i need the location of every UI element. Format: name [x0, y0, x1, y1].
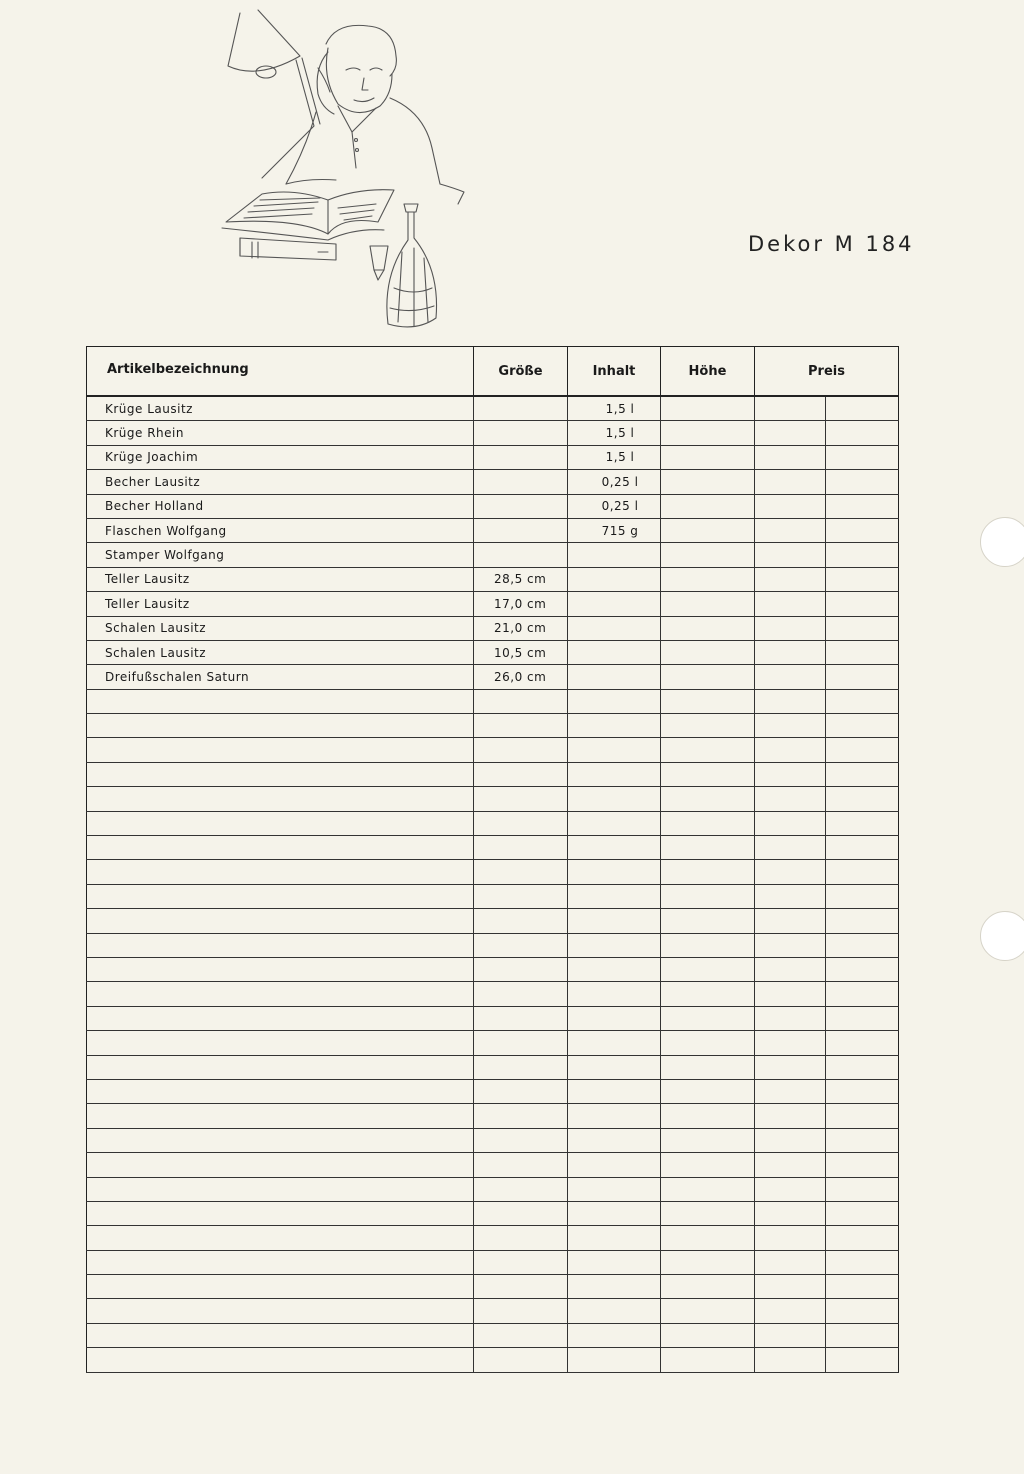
cell-hoehe — [661, 592, 755, 616]
table-row — [87, 470, 899, 494]
cell-hoehe — [661, 714, 755, 738]
cell-preis-pfennig — [826, 1348, 899, 1372]
cell-artikel — [87, 689, 474, 713]
table-row — [87, 1250, 899, 1274]
cell-inhalt — [568, 787, 661, 811]
cell-hoehe — [661, 396, 755, 421]
cell-groesse — [474, 1031, 568, 1055]
cell-preis — [755, 1079, 826, 1103]
cell-inhalt — [568, 1201, 661, 1225]
cell-hoehe — [661, 1226, 755, 1250]
cell-preis — [755, 909, 826, 933]
cell-inhalt — [568, 933, 661, 957]
cell-artikel — [87, 1128, 474, 1152]
column-header-groesse: Größe — [474, 347, 568, 397]
cell-preis — [755, 836, 826, 860]
cell-preis — [755, 470, 826, 494]
column-header-inhalt: Inhalt — [568, 347, 661, 397]
cell-artikel — [87, 1348, 474, 1372]
table-row — [87, 665, 899, 689]
cell-preis — [755, 494, 826, 518]
column-header-artikelbezeichnung: Artikelbezeichnung — [87, 347, 474, 397]
cell-artikel — [87, 982, 474, 1006]
cell-groesse — [474, 909, 568, 933]
table-body — [87, 396, 899, 1372]
cell-hoehe — [661, 860, 755, 884]
table-row — [87, 592, 899, 616]
cell-artikel: Becher Lausitz — [87, 470, 474, 494]
cell-artikel — [87, 762, 474, 786]
reading-man-illustration — [218, 8, 480, 338]
cell-groesse — [474, 957, 568, 981]
cell-preis-pfennig — [826, 1055, 899, 1079]
cell-artikel — [87, 1299, 474, 1323]
cell-groesse — [474, 738, 568, 762]
cell-artikel — [87, 957, 474, 981]
cell-inhalt — [568, 543, 661, 567]
cell-groesse — [474, 1348, 568, 1372]
cell-artikel — [87, 1323, 474, 1347]
cell-artikel: Krüge Joachim — [87, 445, 474, 469]
cell-preis-pfennig — [826, 860, 899, 884]
cell-hoehe — [661, 1104, 755, 1128]
cell-artikel — [87, 860, 474, 884]
cell-inhalt — [568, 1299, 661, 1323]
column-header-preis: Preis — [755, 347, 899, 397]
cell-artikel — [87, 1177, 474, 1201]
cell-preis — [755, 1226, 826, 1250]
table-row — [87, 1299, 899, 1323]
table-row — [87, 543, 899, 567]
cell-inhalt — [568, 1226, 661, 1250]
cell-preis-pfennig — [826, 421, 899, 445]
cell-hoehe — [661, 421, 755, 445]
cell-preis-pfennig — [826, 1201, 899, 1225]
cell-inhalt — [568, 640, 661, 664]
table-header-row — [87, 347, 899, 397]
cell-preis-pfennig — [826, 445, 899, 469]
cell-groesse: 26,0 cm — [474, 665, 568, 689]
cell-inhalt — [568, 1348, 661, 1372]
table-row — [87, 1201, 899, 1225]
cell-hoehe — [661, 982, 755, 1006]
cell-preis-pfennig — [826, 1006, 899, 1030]
cell-inhalt — [568, 665, 661, 689]
cell-hoehe — [661, 640, 755, 664]
cell-preis — [755, 982, 826, 1006]
cell-preis — [755, 665, 826, 689]
table-row — [87, 567, 899, 591]
column-header-hoehe: Höhe — [661, 347, 755, 397]
cell-groesse — [474, 1104, 568, 1128]
cell-preis-pfennig — [826, 738, 899, 762]
cell-preis — [755, 714, 826, 738]
cell-preis — [755, 1323, 826, 1347]
cell-hoehe — [661, 762, 755, 786]
cell-artikel: Schalen Lausitz — [87, 640, 474, 664]
table-row — [87, 860, 899, 884]
cell-artikel — [87, 738, 474, 762]
cell-hoehe — [661, 836, 755, 860]
table-row — [87, 957, 899, 981]
cell-preis-pfennig — [826, 1323, 899, 1347]
cell-artikel — [87, 1079, 474, 1103]
table-row — [87, 787, 899, 811]
cell-groesse — [474, 1299, 568, 1323]
cell-artikel — [87, 836, 474, 860]
cell-groesse — [474, 982, 568, 1006]
cell-inhalt — [568, 762, 661, 786]
cell-preis — [755, 1299, 826, 1323]
cell-preis — [755, 1250, 826, 1274]
cell-groesse — [474, 762, 568, 786]
cell-artikel — [87, 1104, 474, 1128]
cell-hoehe — [661, 787, 755, 811]
cell-groesse — [474, 714, 568, 738]
cell-inhalt — [568, 1128, 661, 1152]
cell-preis-pfennig — [826, 714, 899, 738]
cell-preis — [755, 1177, 826, 1201]
cell-hoehe — [661, 811, 755, 835]
cell-preis-pfennig — [826, 543, 899, 567]
cell-preis-pfennig — [826, 762, 899, 786]
table-row — [87, 909, 899, 933]
table-row — [87, 1323, 899, 1347]
cell-preis-pfennig — [826, 665, 899, 689]
cell-artikel — [87, 1031, 474, 1055]
cell-groesse — [474, 1226, 568, 1250]
cell-preis — [755, 1006, 826, 1030]
cell-inhalt: 0,25 l — [568, 494, 661, 518]
cell-groesse: 17,0 cm — [474, 592, 568, 616]
cell-inhalt — [568, 1323, 661, 1347]
cell-groesse — [474, 1079, 568, 1103]
table-row — [87, 982, 899, 1006]
cell-groesse — [474, 1128, 568, 1152]
cell-preis-pfennig — [826, 1128, 899, 1152]
cell-groesse — [474, 1323, 568, 1347]
cell-inhalt — [568, 860, 661, 884]
cell-artikel — [87, 1006, 474, 1030]
table-row — [87, 1348, 899, 1372]
cell-preis-pfennig — [826, 1079, 899, 1103]
cell-preis-pfennig — [826, 640, 899, 664]
cell-artikel — [87, 811, 474, 835]
cell-hoehe — [661, 933, 755, 957]
cell-artikel: Stamper Wolfgang — [87, 543, 474, 567]
cell-hoehe — [661, 494, 755, 518]
cell-preis — [755, 1128, 826, 1152]
cell-preis — [755, 396, 826, 421]
cell-inhalt — [568, 1055, 661, 1079]
cell-artikel — [87, 1153, 474, 1177]
cell-artikel: Teller Lausitz — [87, 592, 474, 616]
cell-preis — [755, 543, 826, 567]
cell-groesse — [474, 1201, 568, 1225]
cell-preis — [755, 884, 826, 908]
cell-artikel: Krüge Lausitz — [87, 396, 474, 421]
cell-preis — [755, 616, 826, 640]
cell-preis — [755, 1201, 826, 1225]
table-row — [87, 714, 899, 738]
cell-preis — [755, 860, 826, 884]
cell-hoehe — [661, 665, 755, 689]
table-row — [87, 836, 899, 860]
cell-preis-pfennig — [826, 933, 899, 957]
cell-artikel — [87, 1055, 474, 1079]
cell-inhalt — [568, 714, 661, 738]
cell-artikel: Becher Holland — [87, 494, 474, 518]
cell-hoehe — [661, 1348, 755, 1372]
cell-preis-pfennig — [826, 1104, 899, 1128]
cell-preis — [755, 640, 826, 664]
cell-artikel — [87, 1275, 474, 1299]
cell-groesse — [474, 1055, 568, 1079]
cell-hoehe — [661, 470, 755, 494]
cell-groesse — [474, 470, 568, 494]
cell-preis — [755, 1275, 826, 1299]
cell-groesse — [474, 421, 568, 445]
cell-preis — [755, 957, 826, 981]
cell-hoehe — [661, 1079, 755, 1103]
cell-preis-pfennig — [826, 494, 899, 518]
cell-hoehe — [661, 738, 755, 762]
cell-preis — [755, 787, 826, 811]
table-row — [87, 1055, 899, 1079]
cell-preis-pfennig — [826, 811, 899, 835]
cell-inhalt — [568, 957, 661, 981]
cell-preis — [755, 1055, 826, 1079]
cell-groesse — [474, 396, 568, 421]
cell-preis-pfennig — [826, 1275, 899, 1299]
table-row — [87, 640, 899, 664]
cell-inhalt — [568, 982, 661, 1006]
table-row — [87, 445, 899, 469]
table-row — [87, 1177, 899, 1201]
cell-preis — [755, 567, 826, 591]
cell-groesse — [474, 884, 568, 908]
cell-preis-pfennig — [826, 957, 899, 981]
cell-inhalt — [568, 738, 661, 762]
table-row — [87, 811, 899, 835]
cell-artikel — [87, 909, 474, 933]
table-row — [87, 1128, 899, 1152]
cell-artikel: Schalen Lausitz — [87, 616, 474, 640]
cell-artikel: Dreifußschalen Saturn — [87, 665, 474, 689]
table-row — [87, 494, 899, 518]
cell-groesse: 21,0 cm — [474, 616, 568, 640]
cell-hoehe — [661, 1055, 755, 1079]
cell-preis — [755, 738, 826, 762]
cell-artikel: Teller Lausitz — [87, 567, 474, 591]
table-row — [87, 1275, 899, 1299]
cell-preis — [755, 445, 826, 469]
cell-hoehe — [661, 518, 755, 542]
cell-hoehe — [661, 1006, 755, 1030]
cell-inhalt: 1,5 l — [568, 396, 661, 421]
cell-inhalt: 0,25 l — [568, 470, 661, 494]
cell-hoehe — [661, 1201, 755, 1225]
cell-inhalt — [568, 1250, 661, 1274]
cell-inhalt — [568, 811, 661, 835]
cell-preis — [755, 1153, 826, 1177]
table-row — [87, 1226, 899, 1250]
cell-preis — [755, 421, 826, 445]
cell-hoehe — [661, 1128, 755, 1152]
cell-preis-pfennig — [826, 1153, 899, 1177]
cell-hoehe — [661, 1275, 755, 1299]
table-row — [87, 1079, 899, 1103]
cell-groesse — [474, 1153, 568, 1177]
cell-groesse — [474, 1177, 568, 1201]
cell-hoehe — [661, 616, 755, 640]
cell-hoehe — [661, 1031, 755, 1055]
cell-inhalt — [568, 1031, 661, 1055]
cell-preis-pfennig — [826, 884, 899, 908]
cell-preis-pfennig — [826, 518, 899, 542]
cell-inhalt — [568, 884, 661, 908]
punch-hole — [980, 911, 1024, 961]
cell-preis-pfennig — [826, 616, 899, 640]
cell-groesse — [474, 1275, 568, 1299]
cell-preis — [755, 689, 826, 713]
cell-groesse — [474, 811, 568, 835]
cell-groesse — [474, 787, 568, 811]
cell-hoehe — [661, 1177, 755, 1201]
cell-preis — [755, 592, 826, 616]
cell-preis — [755, 811, 826, 835]
cell-inhalt — [568, 567, 661, 591]
cell-groesse — [474, 689, 568, 713]
cell-artikel: Krüge Rhein — [87, 421, 474, 445]
table-row — [87, 518, 899, 542]
cell-preis — [755, 762, 826, 786]
table-row — [87, 616, 899, 640]
cell-preis-pfennig — [826, 1031, 899, 1055]
page-title: Dekor M 184 — [748, 232, 915, 256]
cell-inhalt — [568, 689, 661, 713]
cell-hoehe — [661, 543, 755, 567]
cell-preis-pfennig — [826, 470, 899, 494]
cell-preis — [755, 1031, 826, 1055]
cell-preis-pfennig — [826, 1226, 899, 1250]
table-row — [87, 762, 899, 786]
table-row — [87, 738, 899, 762]
punch-hole — [980, 517, 1024, 567]
cell-groesse — [474, 860, 568, 884]
cell-inhalt — [568, 909, 661, 933]
cell-artikel — [87, 884, 474, 908]
cell-hoehe — [661, 445, 755, 469]
cell-inhalt — [568, 592, 661, 616]
table-row — [87, 1006, 899, 1030]
table-row — [87, 1153, 899, 1177]
cell-hoehe — [661, 1323, 755, 1347]
cell-preis-pfennig — [826, 396, 899, 421]
cell-groesse — [474, 1250, 568, 1274]
cell-preis-pfennig — [826, 787, 899, 811]
cell-hoehe — [661, 1153, 755, 1177]
cell-artikel — [87, 787, 474, 811]
cell-hoehe — [661, 957, 755, 981]
cell-preis-pfennig — [826, 1299, 899, 1323]
cell-artikel — [87, 714, 474, 738]
table-row — [87, 1031, 899, 1055]
cell-inhalt — [568, 1153, 661, 1177]
cell-artikel — [87, 1226, 474, 1250]
table-row — [87, 933, 899, 957]
cell-preis-pfennig — [826, 592, 899, 616]
cell-inhalt — [568, 1104, 661, 1128]
cell-artikel — [87, 1201, 474, 1225]
table-row — [87, 884, 899, 908]
cell-artikel — [87, 933, 474, 957]
cell-preis-pfennig — [826, 909, 899, 933]
cell-preis-pfennig — [826, 689, 899, 713]
cell-inhalt — [568, 1006, 661, 1030]
cell-hoehe — [661, 689, 755, 713]
cell-inhalt: 1,5 l — [568, 445, 661, 469]
price-list-table — [86, 346, 899, 1373]
cell-groesse — [474, 933, 568, 957]
cell-hoehe — [661, 909, 755, 933]
cell-preis-pfennig — [826, 1177, 899, 1201]
cell-preis — [755, 933, 826, 957]
cell-preis — [755, 518, 826, 542]
cell-groesse — [474, 836, 568, 860]
cell-artikel — [87, 1250, 474, 1274]
cell-inhalt — [568, 836, 661, 860]
cell-inhalt: 1,5 l — [568, 421, 661, 445]
cell-hoehe — [661, 884, 755, 908]
cell-preis — [755, 1348, 826, 1372]
cell-hoehe — [661, 567, 755, 591]
cell-groesse — [474, 543, 568, 567]
cell-groesse — [474, 1006, 568, 1030]
cell-preis-pfennig — [826, 982, 899, 1006]
cell-artikel: Flaschen Wolfgang — [87, 518, 474, 542]
cell-groesse: 28,5 cm — [474, 567, 568, 591]
cell-groesse — [474, 518, 568, 542]
cell-groesse: 10,5 cm — [474, 640, 568, 664]
cell-groesse — [474, 494, 568, 518]
cell-hoehe — [661, 1250, 755, 1274]
cell-preis — [755, 1104, 826, 1128]
cell-inhalt — [568, 1079, 661, 1103]
cell-inhalt: 715 g — [568, 518, 661, 542]
cell-inhalt — [568, 1275, 661, 1299]
table-row — [87, 421, 899, 445]
cell-hoehe — [661, 1299, 755, 1323]
table-row — [87, 1104, 899, 1128]
cell-preis-pfennig — [826, 1250, 899, 1274]
cell-preis-pfennig — [826, 567, 899, 591]
table-row — [87, 396, 899, 421]
cell-preis-pfennig — [826, 836, 899, 860]
cell-inhalt — [568, 616, 661, 640]
cell-inhalt — [568, 1177, 661, 1201]
table-row — [87, 689, 899, 713]
cell-groesse — [474, 445, 568, 469]
